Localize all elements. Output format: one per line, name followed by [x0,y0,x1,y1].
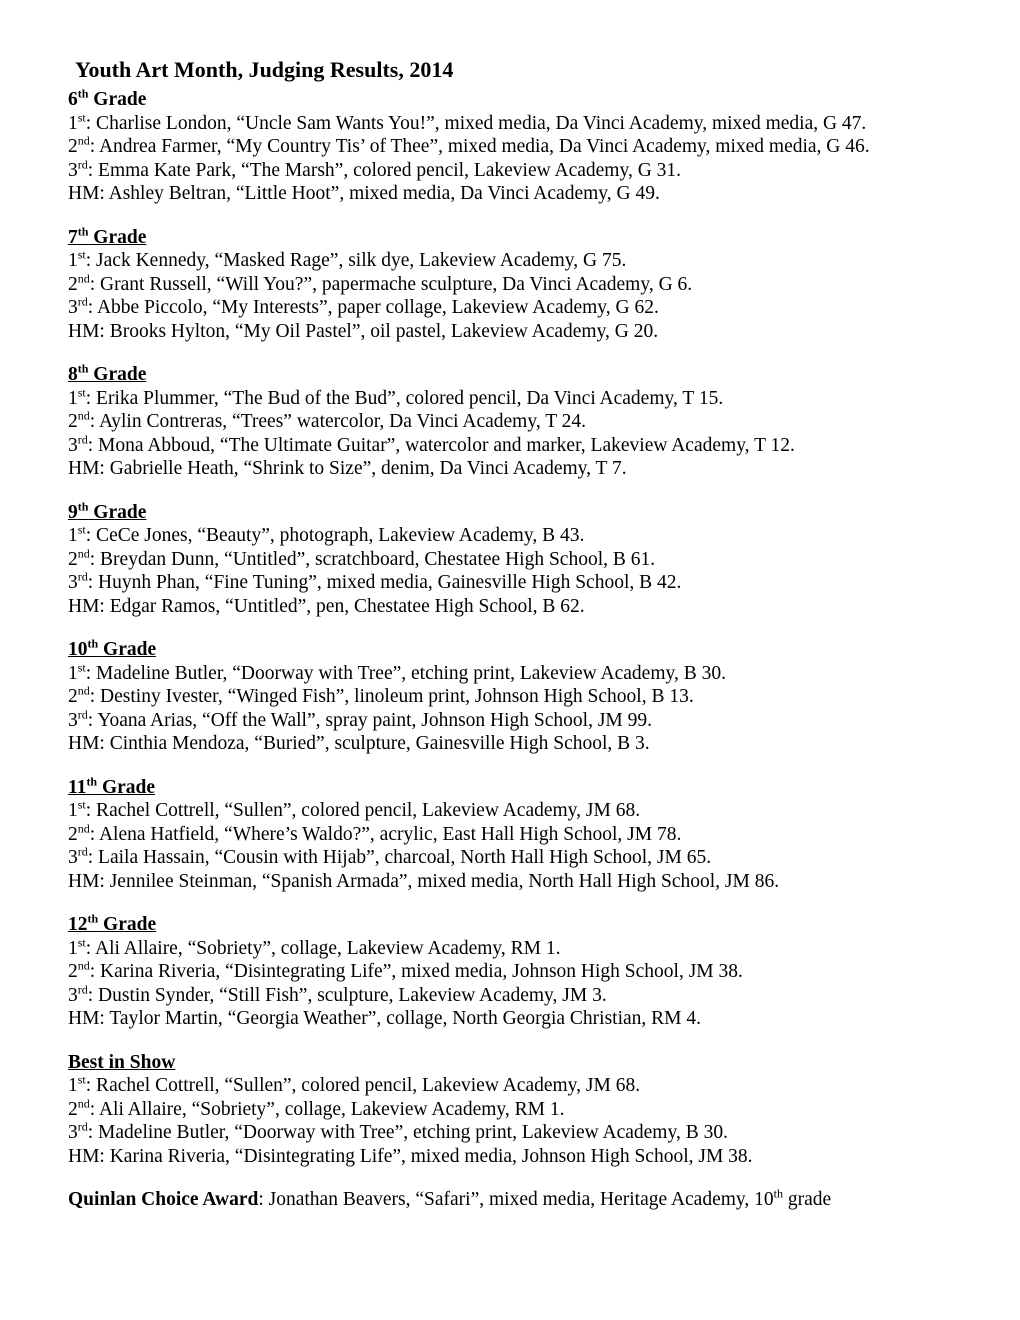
result-line [68,960,960,984]
entry-text: : Charlise London, “Uncle Sam Wants You!”, mixed media, Da Vinci Academy, mixed media, G 47. [85,112,867,134]
entry-text: : Huynh Phan, “Fine Tuning”, mixed media, Gainesville High School, B 42. [87,572,682,593]
quinlan-award-text: : Jonathan Beavers, “Safari”, mixed media, Heritage Academy, 10 [258,1189,774,1210]
result-line [68,182,960,206]
grade-section [68,1051,960,1169]
rank-label: 1 [68,387,78,409]
entry-text: : Karina Riveria, “Disintegrating Life”, mixed media, Johnson High School, JM 38. [89,961,743,982]
section-heading [68,88,960,112]
section-heading [68,501,960,525]
result-line [68,571,960,595]
result-line [68,273,960,297]
result-line [68,410,960,434]
heading-rest: Grade [97,776,156,798]
results-sections [68,88,960,1168]
result-line [68,709,960,733]
section-heading [68,226,960,250]
rank-label: HM [68,320,100,342]
result-line [68,1098,960,1122]
entry-text: : Mona Abboud, “The Ultimate Guitar”, watercolor and marker, Lakeview Academy, T 12. [87,434,795,456]
ordinal-suffix: nd [77,1096,90,1110]
rank-label: 2 [68,1098,78,1120]
rank-label: 2 [68,961,78,982]
heading-text: 12 [68,914,88,935]
ordinal-suffix: st [77,1072,86,1087]
section-heading [68,363,960,387]
result-line [68,434,960,458]
rank-label: 1 [68,112,78,134]
entry-text: : Abbe Piccolo, “My Interests”, paper collage, Lakeview Academy, G 62. [87,297,659,318]
rank-label: 2 [68,686,78,707]
heading-rest: Grade [88,501,147,523]
rank-label: 3 [68,297,78,318]
rank-label: 3 [68,434,78,456]
entry-text: : Jennilee Steinman, “Spanish Armada”, mixed media, North Hall High School, JM 86. [99,870,780,892]
entry-text: : Breydan Dunn, “Untitled”, scratchboard, Chestatee High School, B 61. [89,548,656,570]
entry-text: : Ali Allaire, “Sobriety”, collage, Lakeview Academy, RM 1. [89,1098,565,1120]
rank-label: HM [68,183,100,204]
result-line [68,1074,960,1098]
rank-label: HM [68,1145,100,1167]
ordinal-suffix: st [77,110,86,124]
entry-text: : Ashley Beltran, “Little Hoot”, mixed media, Da Vinci Academy, G 49. [99,183,660,204]
heading-ordinal-suffix: th [87,911,99,926]
rank-label: 2 [68,411,78,432]
rank-label: 1 [68,525,78,546]
rank-label: 3 [68,984,78,1006]
result-line [68,112,960,136]
rank-label: 3 [68,709,78,731]
heading-rest: Grade [98,639,157,660]
entry-text: : CeCe Jones, “Beauty”, photograph, Lakeview Academy, B 43. [85,525,585,546]
heading-text: 10 [68,639,88,660]
heading-ordinal-suffix: th [77,86,89,101]
grade-section [68,226,960,344]
entry-text: : Madeline Butler, “Doorway with Tree”, etching print, Lakeview Academy, B 30. [85,662,726,684]
ordinal-suffix: nd [77,133,90,148]
heading-rest: Grade [88,89,147,110]
result-line [68,870,960,894]
entry-text: : Edgar Ramos, “Untitled”, pen, Chestatee High School, B 62. [99,595,585,617]
result-line [68,296,960,320]
section-heading [68,776,960,800]
result-line [68,984,960,1008]
result-line [68,524,960,548]
ordinal-suffix: rd [77,294,88,309]
rank-label: HM [68,870,100,892]
result-line [68,159,960,183]
quinlan-award-line [68,1188,960,1212]
entry-text: : Rachel Cottrell, “Sullen”, colored pencil, Lakeview Academy, JM 68. [85,800,641,821]
heading-text: 8 [68,364,78,385]
ordinal-suffix: rd [77,157,88,171]
ordinal-suffix: nd [77,683,90,698]
ordinal-suffix: nd [77,271,90,285]
result-line [68,457,960,481]
result-line [68,732,960,756]
result-line [68,595,960,619]
entry-text: : Rachel Cottrell, “Sullen”, colored pencil, Lakeview Academy, JM 68. [85,1075,641,1096]
ordinal-suffix: rd [77,707,88,721]
heading-ordinal-suffix: th [77,224,89,238]
ordinal-suffix: nd [77,958,90,973]
rank-label: 2 [68,548,78,570]
heading-text: 11 [68,776,87,798]
ordinal-suffix: st [77,522,86,537]
rank-label: 3 [68,159,78,181]
entry-text: : Andrea Farmer, “My Country Tis’ of Thee”, mixed media, Da Vinci Academy, mixed media, G 46. [89,136,870,157]
heading-rest: Grade [88,364,147,385]
entry-text: : Laila Hassain, “Cousin with Hijab”, charcoal, North Hall High School, JM 65. [87,847,712,868]
entry-text: : Ali Allaire, “Sobriety”, collage, Lakeview Academy, RM 1. [85,937,561,959]
grade-section [68,776,960,894]
rank-label: 1 [68,250,78,271]
rank-label: 1 [68,1075,78,1096]
result-line [68,823,960,847]
heading-text: 7 [68,226,78,248]
grade-section [68,501,960,619]
ordinal-suffix: st [77,247,86,262]
heading-ordinal-suffix: th [87,636,99,651]
ordinal-suffix: rd [77,982,88,996]
result-line [68,1007,960,1031]
ordinal-suffix: st [77,385,86,399]
entry-text: : Dustin Synder, “Still Fish”, sculpture, Lakeview Academy, JM 3. [87,984,607,1006]
ordinal-suffix: st [77,797,86,812]
heading-ordinal-suffix: th [77,361,89,376]
result-line [68,1145,960,1169]
rank-label: 2 [68,273,78,295]
entry-text: : Yoana Arias, “Off the Wall”, spray paint, Johnson High School, JM 99. [87,709,653,731]
result-line [68,799,960,823]
ordinal-suffix: rd [77,844,88,859]
entry-text: : Brooks Hylton, “My Oil Pastel”, oil pastel, Lakeview Academy, G 20. [99,320,659,342]
quinlan-award-label: Quinlan Choice Award [68,1189,259,1210]
result-line [68,387,960,411]
rank-label: 1 [68,662,78,684]
entry-text: : Cinthia Mendoza, “Buried”, sculpture, Gainesville High School, B 3. [99,733,650,754]
heading-text: 6 [68,89,78,110]
rank-label: 1 [68,800,78,821]
rank-label: 2 [68,823,78,845]
rank-label: HM [68,595,100,617]
result-line [68,320,960,344]
heading-text: Best in Show [68,1051,176,1073]
entry-text: : Jack Kennedy, “Masked Rage”, silk dye, Lakeview Academy, G 75. [85,250,627,271]
ordinal-suffix: rd [77,1119,88,1134]
result-line [68,135,960,159]
rank-label: HM [68,1008,100,1029]
heading-rest: Grade [98,914,157,935]
rank-label: HM [68,733,100,754]
heading-ordinal-suffix: th [86,774,98,788]
ordinal-suffix: nd [77,546,90,560]
result-line [68,685,960,709]
quinlan-ordinal-suffix: th [773,1186,783,1201]
grade-section [68,638,960,756]
result-line [68,662,960,686]
entry-text: : Erika Plummer, “The Bud of the Bud”, colored pencil, Da Vinci Academy, T 15. [85,387,724,409]
entry-text: : Karina Riveria, “Disintegrating Life”, mixed media, Johnson High School, JM 38. [99,1145,753,1167]
entry-text: : Madeline Butler, “Doorway with Tree”, etching print, Lakeview Academy, B 30. [87,1122,728,1143]
section-heading [68,913,960,937]
entry-text: : Grant Russell, “Will You?”, papermache sculpture, Da Vinci Academy, G 6. [89,273,693,295]
heading-ordinal-suffix: th [77,499,89,513]
entry-text: : Taylor Martin, “Georgia Weather”, collage, North Georgia Christian, RM 4. [99,1008,702,1029]
ordinal-suffix: rd [77,569,88,584]
ordinal-suffix: rd [77,432,88,446]
entry-text: : Emma Kate Park, “The Marsh”, colored pencil, Lakeview Academy, G 31. [87,159,682,181]
result-line [68,1121,960,1145]
entry-text: : Destiny Ivester, “Winged Fish”, linoleum print, Johnson High School, B 13. [89,686,694,707]
document-title: Youth Art Month, Judging Results, 2014 [75,57,454,82]
grade-section [68,913,960,1031]
heading-text: 9 [68,501,78,523]
section-heading [68,1051,960,1075]
rank-label: 3 [68,572,78,593]
heading-rest: Grade [88,226,147,248]
result-line [68,548,960,572]
rank-label: 3 [68,1122,78,1143]
entry-text: : Alena Hatfield, “Where’s Waldo?”, acrylic, East Hall High School, JM 78. [89,823,682,845]
result-line [68,937,960,961]
ordinal-suffix: st [77,935,86,949]
rank-label: HM [68,458,100,479]
grade-section [68,88,960,206]
rank-label: 2 [68,136,78,157]
ordinal-suffix: nd [77,408,90,423]
entry-text: : Aylin Contreras, “Trees” watercolor, Da Vinci Academy, T 24. [89,411,587,432]
result-line [68,846,960,870]
rank-label: 3 [68,847,78,868]
grade-section [68,363,960,481]
result-line [68,249,960,273]
section-heading [68,638,960,662]
rank-label: 1 [68,937,78,959]
ordinal-suffix: nd [77,821,90,835]
entry-text: : Gabrielle Heath, “Shrink to Size”, denim, Da Vinci Academy, T 7. [99,458,627,479]
ordinal-suffix: st [77,660,86,674]
quinlan-award-tail: grade [782,1189,832,1210]
